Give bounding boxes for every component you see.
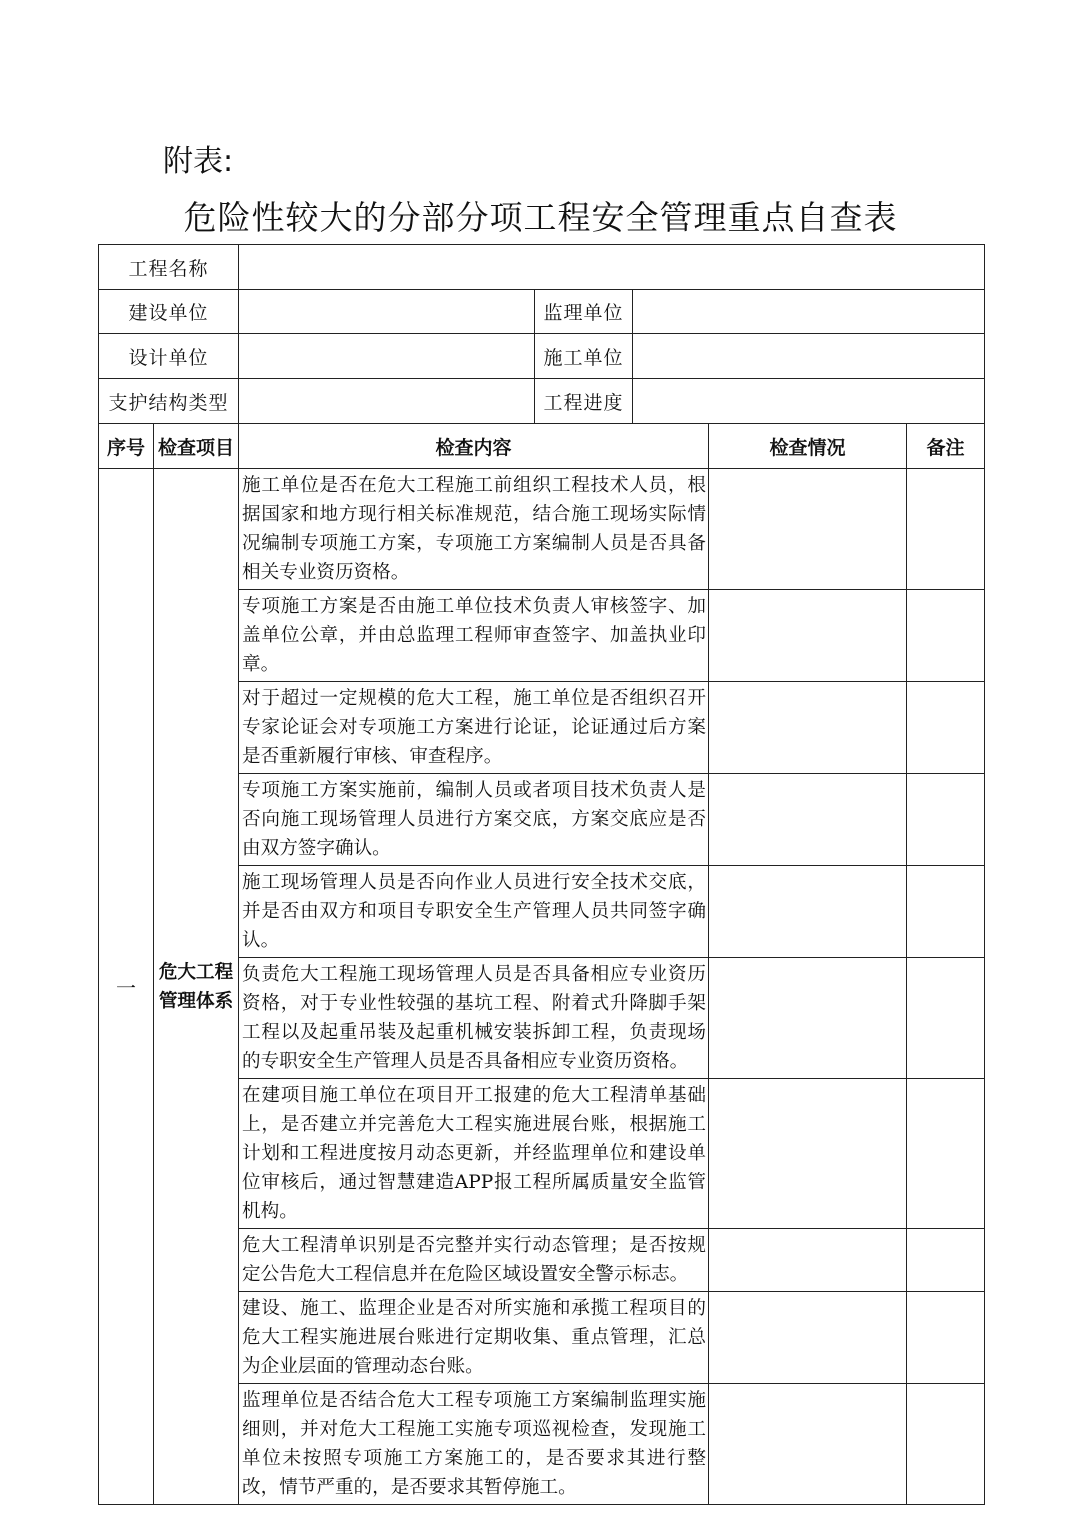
section-seq: 一 — [99, 469, 154, 1505]
info-row-design — [99, 334, 985, 379]
info-row-project — [99, 245, 985, 290]
table-row — [99, 469, 985, 590]
remarks-cell[interactable] — [907, 774, 985, 866]
check-content: 危大工程清单识别是否完整并实行动态管理；是否按规定公告危大工程信息并在危险区域设置安全警示标志。 — [239, 1229, 709, 1292]
check-content: 负责危大工程施工现场管理人员是否具备相应专业资历资格，对于专业性较强的基坑工程、附着式升降脚手架工程以及起重吊装及起重机械安装拆卸工程，负责现场的专职安全生产管理人员是否具备相应专业资历资格。 — [239, 958, 709, 1079]
check-status-cell[interactable] — [709, 1229, 907, 1292]
remarks-cell[interactable] — [907, 682, 985, 774]
header-content: 检查内容 — [239, 424, 709, 469]
info-row-support — [99, 379, 985, 424]
remarks-cell[interactable] — [907, 866, 985, 958]
design-unit-field[interactable] — [239, 334, 535, 379]
design-unit-label: 设计单位 — [99, 334, 239, 379]
remarks-cell[interactable] — [907, 590, 985, 682]
check-content: 施工单位是否在危大工程施工前组织工程技术人员，根据国家和地方现行相关标准规范，结合施工现场实际情况编制专项施工方案，专项施工方案编制人员是否具备相关专业资历资格。 — [239, 469, 709, 590]
progress-field[interactable] — [633, 379, 985, 424]
remarks-cell[interactable] — [907, 1229, 985, 1292]
check-status-cell[interactable] — [709, 958, 907, 1079]
remarks-cell[interactable] — [907, 1384, 985, 1505]
support-type-label: 支护结构类型 — [99, 379, 239, 424]
supervision-unit-field[interactable] — [633, 290, 985, 334]
support-type-field[interactable] — [239, 379, 535, 424]
appendix-label: 附表: — [163, 144, 234, 179]
supervision-unit-label: 监理单位 — [535, 290, 633, 334]
check-content: 建设、施工、监理企业是否对所实施和承揽工程项目的危大工程实施进展台账进行定期收集、重点管理，汇总为企业层面的管理动态台账。 — [239, 1292, 709, 1384]
header-seq: 序号 — [99, 424, 154, 469]
progress-label: 工程进度 — [535, 379, 633, 424]
check-content: 监理单位是否结合危大工程专项施工方案编制监理实施细则，并对危大工程施工实施专项巡视检查，发现施工单位未按照专项施工方案施工的，是否要求其进行整改，情节严重的，是否要求其暂停施工。 — [239, 1384, 709, 1505]
header-status: 检查情况 — [709, 424, 907, 469]
check-status-cell[interactable] — [709, 1384, 907, 1505]
header-item: 检查项目 — [154, 424, 239, 469]
check-status-cell[interactable] — [709, 866, 907, 958]
info-row-construction — [99, 290, 985, 334]
check-status-cell[interactable] — [709, 682, 907, 774]
section-item: 危大工程管理体系 — [154, 469, 239, 1505]
check-content: 专项施工方案是否由施工单位技术负责人审核签字、加盖单位公章，并由总监理工程师审查签字、加盖执业印章。 — [239, 590, 709, 682]
contractor-unit-field[interactable] — [633, 334, 985, 379]
check-status-cell[interactable] — [709, 774, 907, 866]
document-title: 危险性较大的分部分项工程安全管理重点自查表 — [183, 198, 898, 237]
check-content: 专项施工方案实施前，编制人员或者项目技术负责人是否向施工现场管理人员进行方案交底，方案交底应是否由双方签字确认。 — [239, 774, 709, 866]
contractor-unit-label: 施工单位 — [535, 334, 633, 379]
check-status-cell[interactable] — [709, 1292, 907, 1384]
remarks-cell[interactable] — [907, 1292, 985, 1384]
self-check-table — [98, 244, 985, 1505]
check-status-cell[interactable] — [709, 590, 907, 682]
remarks-cell[interactable] — [907, 1079, 985, 1229]
check-content: 施工现场管理人员是否向作业人员进行安全技术交底，并是否由双方和项目专职安全生产管理人员共同签字确认。 — [239, 866, 709, 958]
check-status-cell[interactable] — [709, 1079, 907, 1229]
header-remarks: 备注 — [907, 424, 985, 469]
check-status-cell[interactable] — [709, 469, 907, 590]
project-name-field[interactable] — [239, 245, 985, 290]
project-name-label: 工程名称 — [99, 245, 239, 290]
construction-unit-field[interactable] — [239, 290, 535, 334]
check-content: 在建项目施工单位在项目开工报建的危大工程清单基础上，是否建立并完善危大工程实施进展台账，根据施工计划和工程进度按月动态更新，并经监理单位和建设单位审核后，通过智慧建造APP报工程所属质量安全监管机构。 — [239, 1079, 709, 1229]
header-row — [99, 424, 985, 469]
remarks-cell[interactable] — [907, 958, 985, 1079]
remarks-cell[interactable] — [907, 469, 985, 590]
check-content: 对于超过一定规模的危大工程，施工单位是否组织召开专家论证会对专项施工方案进行论证，论证通过后方案是否重新履行审核、审查程序。 — [239, 682, 709, 774]
construction-unit-label: 建设单位 — [99, 290, 239, 334]
